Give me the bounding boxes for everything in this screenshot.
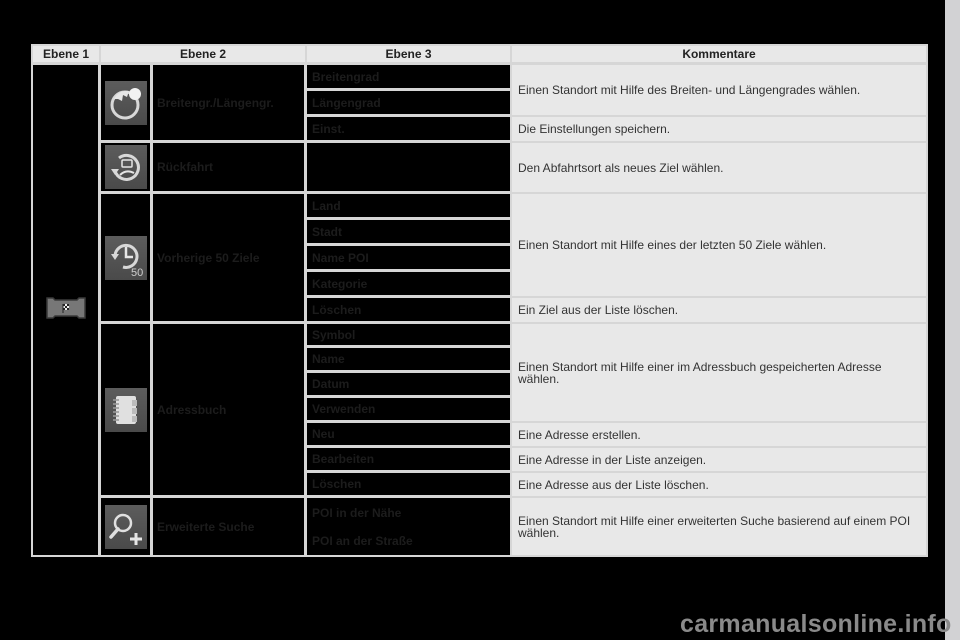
level3-item[interactable]: Datum <box>307 373 512 398</box>
level3-item[interactable]: Name POI <box>307 246 512 272</box>
comment-text: Die Einstellungen speichern. <box>512 117 926 143</box>
level3-item[interactable]: Stadt <box>307 220 512 246</box>
level3-item[interactable]: Kategorie <box>307 272 512 298</box>
header-level-2: Ebene 2 <box>101 46 307 65</box>
level3-item[interactable]: Verwenden <box>307 398 512 423</box>
table-row <box>33 498 926 527</box>
advanced-search-icon[interactable] <box>105 505 147 549</box>
level3-item[interactable]: Symbol <box>307 324 512 348</box>
menu-structure-table <box>31 44 928 557</box>
history-50-icon[interactable] <box>105 236 147 280</box>
watermark-text: carmanualsonline.info <box>680 610 952 638</box>
header-level-3: Ebene 3 <box>307 46 512 65</box>
header-comments: Kommentare <box>512 46 926 65</box>
level3-item[interactable]: Bearbeiten <box>307 448 512 473</box>
comment-text: Einen Standort mit Hilfe einer erweiterten Suche basierend auf einem POI wählen. <box>512 498 926 555</box>
level3-item[interactable]: Löschen <box>307 473 512 498</box>
level3-item[interactable]: Land <box>307 194 512 220</box>
level3-item[interactable]: Einst. <box>307 117 512 143</box>
table-row <box>33 143 926 194</box>
table-row <box>33 65 926 91</box>
comment-text: Eine Adresse aus der Liste löschen. <box>512 473 926 498</box>
level3-item-empty <box>307 143 512 194</box>
section-icon-cell <box>101 324 153 498</box>
level3-item[interactable]: Löschen <box>307 298 512 324</box>
comment-text: Einen Standort mit Hilfe des Breiten- und Längengrades wählen. <box>512 65 926 117</box>
comment-text: Den Abfahrtsort als neues Ziel wählen. <box>512 143 926 194</box>
table-row <box>33 194 926 220</box>
comment-text: Eine Adresse in der Liste anzeigen. <box>512 448 926 473</box>
section-label[interactable]: Vorherige 50 Ziele <box>153 194 307 324</box>
section-icon-cell <box>101 65 153 143</box>
section-label[interactable]: Adressbuch <box>153 324 307 498</box>
level3-item[interactable]: Längengrad <box>307 91 512 117</box>
comment-text: Einen Standort mit Hilfe eines der letzten 50 Ziele wählen. <box>512 194 926 298</box>
section-label[interactable]: Breitengr./Längengr. <box>153 65 307 143</box>
svg-text:50: 50 <box>130 266 143 279</box>
level3-item[interactable]: Breitengrad <box>307 65 512 91</box>
comment-text: Ein Ziel aus der Liste löschen. <box>512 298 926 324</box>
section-label[interactable]: Rückfahrt <box>153 143 307 194</box>
table-row <box>33 324 926 348</box>
level3-item[interactable]: POI in der Nähe <box>307 498 512 527</box>
level3-item[interactable]: POI an der Straße <box>307 527 512 555</box>
return-trip-icon[interactable] <box>105 145 147 189</box>
checkered-flag-icon[interactable] <box>43 296 89 320</box>
page-edge-strip <box>945 0 960 640</box>
section-icon-cell <box>101 143 153 194</box>
level1-cell <box>33 65 101 555</box>
section-icon-cell <box>101 194 153 324</box>
header-level-1: Ebene 1 <box>33 46 101 65</box>
level3-item[interactable]: Name <box>307 348 512 373</box>
section-label[interactable]: Erweiterte Suche <box>153 498 307 555</box>
comment-text: Einen Standort mit Hilfe einer im Adressbuch gespeicherten Adresse wählen. <box>512 324 926 423</box>
latlong-globe-icon[interactable] <box>105 81 147 125</box>
section-icon-cell <box>101 498 153 555</box>
address-book-icon[interactable] <box>105 388 147 432</box>
comment-text: Eine Adresse erstellen. <box>512 423 926 448</box>
level3-item[interactable]: Neu <box>307 423 512 448</box>
header-row <box>33 46 926 65</box>
